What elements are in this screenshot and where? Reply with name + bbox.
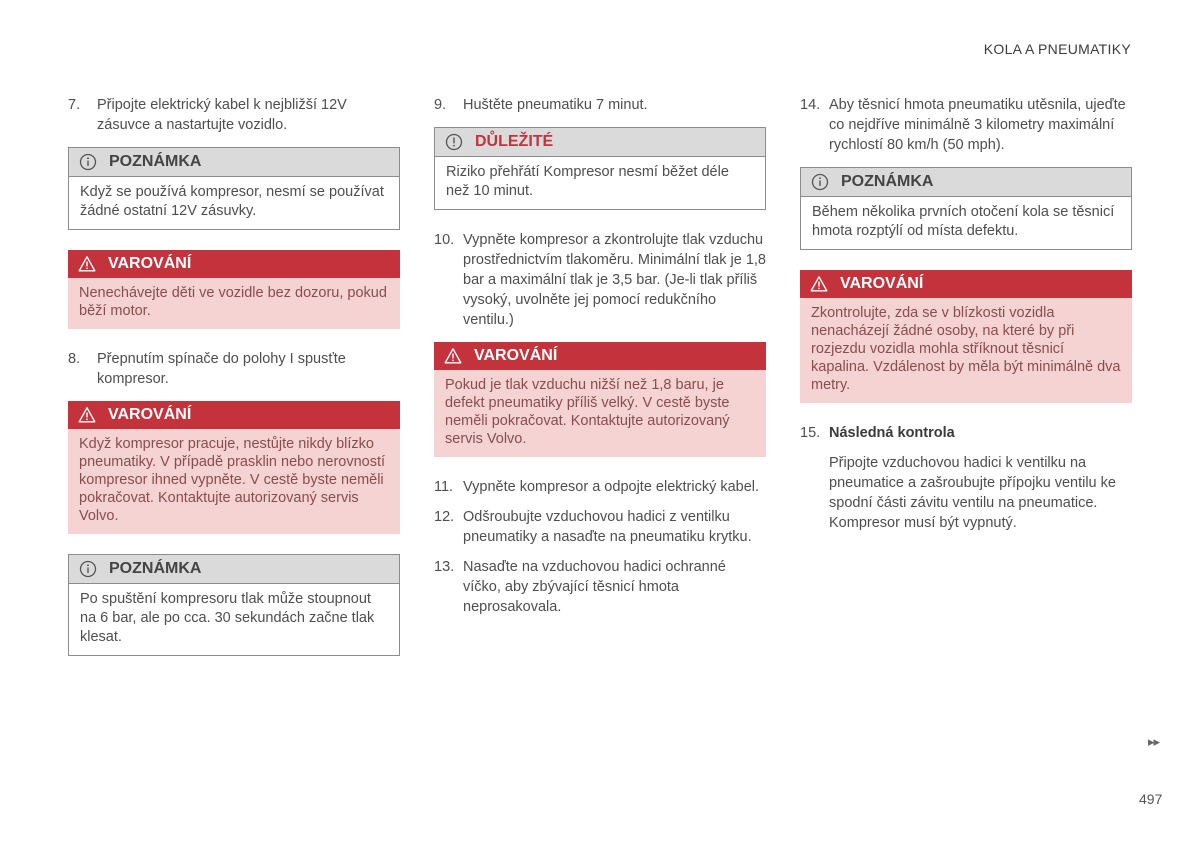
step-15 — [800, 423, 1132, 443]
step-15-text: Připojte vzduchovou hadici k ventilku na pneumatice a zašroubujte přípojku ventilu ke spodní části závitu ventilu na pneumatice. Kompresor musí být vypnutý. — [829, 455, 1116, 531]
warning-triangle-icon — [78, 406, 96, 424]
info-circle-icon — [79, 560, 97, 578]
page-header: KOLA A PNEUMATIKY — [983, 41, 1131, 57]
step-number: 10. — [434, 232, 455, 248]
warning-box — [68, 250, 400, 329]
step-14 — [800, 95, 1132, 155]
note-box — [68, 554, 400, 656]
warning-header — [800, 270, 1132, 298]
step-number: 15. — [800, 425, 821, 441]
note-box — [800, 167, 1132, 250]
step-text: Vypněte kompresor a odpojte elektrický kabel. — [463, 479, 760, 495]
step-7 — [68, 95, 400, 135]
step-number: 7. — [68, 97, 81, 113]
step-10 — [434, 230, 766, 330]
step-number: 12. — [434, 509, 455, 525]
warning-text: Nenechávejte děti ve vozidle bez dozoru, pokud běží motor. — [68, 278, 400, 329]
column-2 — [434, 95, 766, 627]
important-box — [434, 127, 766, 210]
note-header — [69, 555, 399, 584]
info-circle-icon — [79, 153, 97, 171]
note-text: Když se používá kompresor, nesmí se používat žádné ostatní 12V zásuvky. — [80, 184, 384, 219]
warning-text: Pokud je tlak vzduchu nižší než 1,8 baru, je defekt pneumatiky příliš velký. V cestě byste neměli pokračovat. Kontaktujte autorizovaný servis Volvo. — [434, 370, 766, 457]
note-title: POZNÁMKA — [109, 153, 202, 170]
important-title: DŮLEŽITÉ — [475, 133, 554, 150]
step-9 — [434, 95, 766, 115]
step-title: Následná kontrola — [829, 425, 955, 441]
warning-title: VAROVÁNÍ — [108, 255, 192, 272]
info-circle-icon — [811, 173, 829, 191]
warning-header — [68, 401, 400, 429]
note-header — [69, 148, 399, 177]
warning-title: VAROVÁNÍ — [108, 406, 192, 423]
warning-box — [800, 270, 1132, 403]
step-8 — [68, 349, 400, 389]
step-number: 11. — [434, 479, 454, 495]
step-11 — [434, 477, 766, 497]
step-number: 13. — [434, 559, 455, 575]
step-text: Nasaďte na vzduchovou hadici ochranné víčko, aby zbývající těsnicí hmota neprosakovala. — [463, 559, 726, 615]
important-header — [435, 128, 765, 157]
continue-arrows-icon: ▸▸ — [1148, 734, 1160, 749]
note-text: Po spuštění kompresoru tlak může stoupnout na 6 bar, ale po cca. 30 sekundách začne tlak klesat. — [80, 591, 375, 645]
column-1 — [68, 95, 400, 676]
step-text: Připojte elektrický kabel k nejbližší 12V zásuvce a nastartujte vozidlo. — [97, 97, 347, 133]
note-title: POZNÁMKA — [109, 560, 202, 577]
note-header — [801, 168, 1131, 197]
step-13 — [434, 557, 766, 617]
step-number: 8. — [68, 351, 81, 367]
important-text: Riziko přehřátí Kompresor nesmí běžet déle než 10 minut. — [446, 164, 729, 199]
step-text: Huštěte pneumatiku 7 minut. — [463, 97, 648, 113]
column-3 — [800, 95, 1132, 533]
step-number: 9. — [434, 97, 447, 113]
warning-box — [68, 401, 400, 534]
note-box — [68, 147, 400, 230]
warning-header — [68, 250, 400, 278]
warning-title: VAROVÁNÍ — [474, 347, 558, 364]
warning-header — [434, 342, 766, 370]
exclamation-circle-icon — [445, 133, 463, 151]
step-text: Aby těsnicí hmota pneumatiku utěsnila, ujeďte co nejdříve minimálně 3 kilometry maximální rychlostí 80 km/h (50 mph). — [829, 97, 1126, 153]
warning-triangle-icon — [444, 347, 462, 365]
warning-triangle-icon — [810, 275, 828, 293]
step-text: Odšroubujte vzduchovou hadici z ventilku pneumatiky a nasaďte na pneumatiku krytku. — [463, 509, 752, 545]
step-number: 14. — [800, 97, 821, 113]
warning-text: Zkontrolujte, zda se v blízkosti vozidla nenacházejí žádné osoby, na které by při rozjezdu vozidla mohla stříknout těsnicí kapalina. Vzdálenost by měla být minimálně dva metry. — [800, 298, 1132, 403]
note-title: POZNÁMKA — [841, 173, 934, 190]
step-text: Přepnutím spínače do polohy I spusťte kompresor. — [97, 351, 346, 387]
warning-text: Když kompresor pracuje, nestůjte nikdy blízko pneumatiky. V případě prasklin nebo nerovností kompresor ihned vypněte. V cestě byste neměli pokračovat. Kontaktujte autorizovaný servis Volvo. — [68, 429, 400, 534]
warning-box — [434, 342, 766, 457]
step-12 — [434, 507, 766, 547]
note-text: Během několika prvních otočení kola se těsnicí hmota rozptýlí od místa defektu. — [812, 204, 1115, 239]
warning-title: VAROVÁNÍ — [840, 275, 924, 292]
warning-triangle-icon — [78, 255, 96, 273]
step-text: Vypněte kompresor a zkontrolujte tlak vzduchu prostřednictvím tlakoměru. Minimální tlak je 1,8 bar a maximální tlak je 3,5 bar. (Je-li tlak příliš vysoký, uvolněte jej pomocí redukčního ventilu.) — [463, 232, 766, 328]
page-number: 497 — [1139, 791, 1163, 807]
